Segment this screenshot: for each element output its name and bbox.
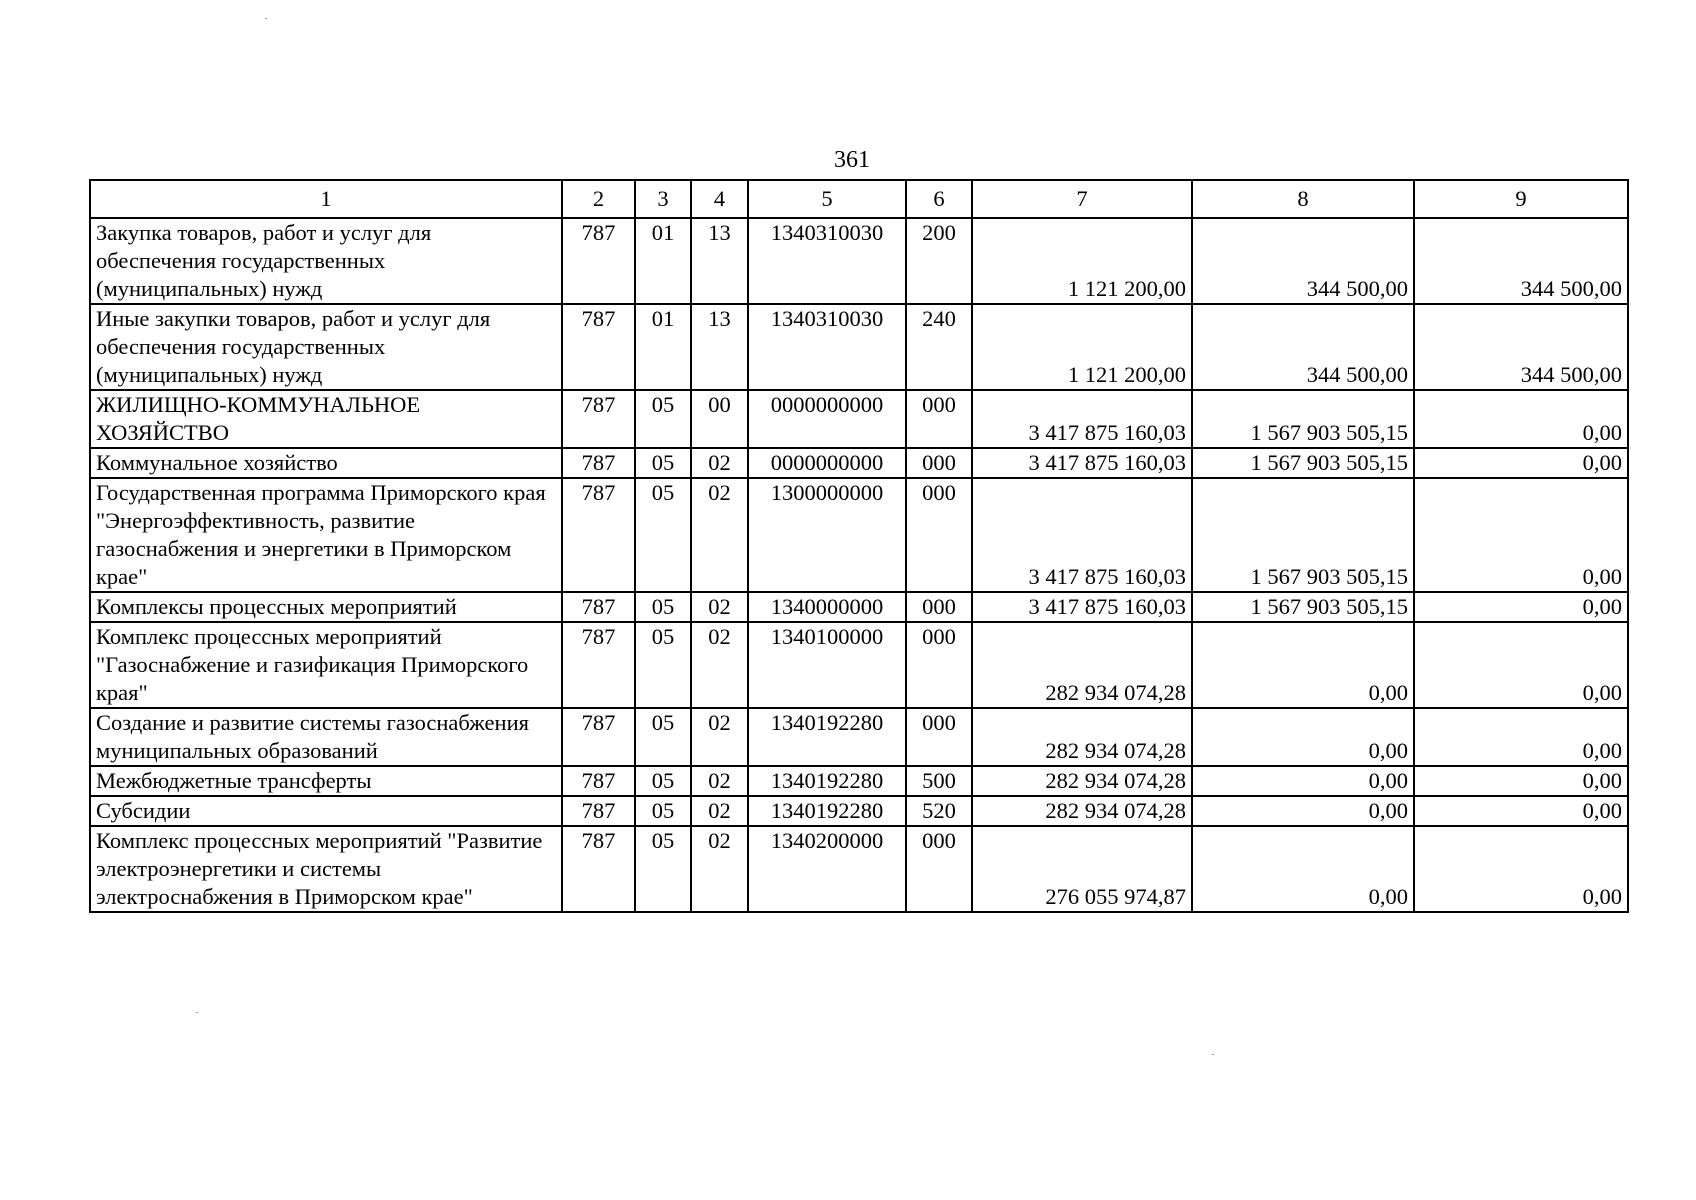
- amount-col-7: 276 055 974,87: [972, 826, 1192, 912]
- section-code: 05: [635, 592, 691, 622]
- expense-type-code: 500: [906, 766, 972, 796]
- amount-col-7: 282 934 074,28: [972, 708, 1192, 766]
- section-code: 05: [635, 622, 691, 708]
- target-item-code: 1340310030: [748, 218, 906, 304]
- table-row: [90, 592, 1628, 622]
- table-row: [90, 304, 1628, 390]
- subsection-code: 00: [691, 390, 748, 448]
- item-name: Комплекс процессных мероприятий "Развитие электроэнергетики и системы электроснабжения в Приморском крае": [90, 826, 562, 912]
- amount-col-9: 344 500,00: [1414, 304, 1628, 390]
- expense-type-code: 000: [906, 592, 972, 622]
- amount-col-8: 1 567 903 505,15: [1192, 448, 1414, 478]
- amount-col-8: 1 567 903 505,15: [1192, 478, 1414, 592]
- ministry-code: 787: [562, 448, 635, 478]
- target-item-code: 0000000000: [748, 390, 906, 448]
- column-header: 2: [562, 180, 635, 218]
- amount-col-7: 282 934 074,28: [972, 796, 1192, 826]
- amount-col-7: 1 121 200,00: [972, 304, 1192, 390]
- scan-speck: [196, 1012, 198, 1013]
- subsection-code: 02: [691, 708, 748, 766]
- item-name: Иные закупки товаров, работ и услуг для обеспечения государственных (муниципальных) нужд: [90, 304, 562, 390]
- amount-col-8: 0,00: [1192, 766, 1414, 796]
- expense-type-code: 000: [906, 478, 972, 592]
- target-item-code: 1340192280: [748, 766, 906, 796]
- amount-col-7: 282 934 074,28: [972, 622, 1192, 708]
- amount-col-7: 3 417 875 160,03: [972, 448, 1192, 478]
- amount-col-7: 3 417 875 160,03: [972, 478, 1192, 592]
- section-code: 05: [635, 796, 691, 826]
- amount-col-9: 0,00: [1414, 766, 1628, 796]
- subsection-code: 02: [691, 592, 748, 622]
- subsection-code: 02: [691, 622, 748, 708]
- amount-col-8: 0,00: [1192, 826, 1414, 912]
- table-row: [90, 478, 1628, 592]
- item-name: Комплексы процессных мероприятий: [90, 592, 562, 622]
- ministry-code: 787: [562, 826, 635, 912]
- ministry-code: 787: [562, 304, 635, 390]
- subsection-code: 02: [691, 826, 748, 912]
- amount-col-8: 344 500,00: [1192, 218, 1414, 304]
- amount-col-8: 1 567 903 505,15: [1192, 592, 1414, 622]
- amount-col-9: 0,00: [1414, 390, 1628, 448]
- header-row: [90, 180, 1628, 218]
- subsection-code: 02: [691, 478, 748, 592]
- amount-col-9: 0,00: [1414, 592, 1628, 622]
- target-item-code: 1300000000: [748, 478, 906, 592]
- amount-col-9: 0,00: [1414, 708, 1628, 766]
- table-row: [90, 622, 1628, 708]
- section-code: 05: [635, 478, 691, 592]
- target-item-code: 0000000000: [748, 448, 906, 478]
- subsection-code: 02: [691, 796, 748, 826]
- subsection-code: 02: [691, 448, 748, 478]
- expense-type-code: 000: [906, 708, 972, 766]
- item-name: ЖИЛИЩНО-КОММУНАЛЬНОЕ ХОЗЯЙСТВО: [90, 390, 562, 448]
- item-name: Закупка товаров, работ и услуг для обеспечения государственных (муниципальных) нужд: [90, 218, 562, 304]
- target-item-code: 1340310030: [748, 304, 906, 390]
- section-code: 01: [635, 304, 691, 390]
- item-name: Комплекс процессных мероприятий "Газоснабжение и газификация Приморского края": [90, 622, 562, 708]
- target-item-code: 1340192280: [748, 708, 906, 766]
- amount-col-8: 0,00: [1192, 796, 1414, 826]
- amount-col-7: 1 121 200,00: [972, 218, 1192, 304]
- column-header: 1: [90, 180, 562, 218]
- amount-col-7: 3 417 875 160,03: [972, 390, 1192, 448]
- expense-type-code: 000: [906, 826, 972, 912]
- subsection-code: 13: [691, 304, 748, 390]
- expense-type-code: 000: [906, 390, 972, 448]
- ministry-code: 787: [562, 708, 635, 766]
- column-header: 4: [691, 180, 748, 218]
- page-number: 361: [834, 147, 870, 173]
- amount-col-9: 344 500,00: [1414, 218, 1628, 304]
- section-code: 05: [635, 826, 691, 912]
- ministry-code: 787: [562, 592, 635, 622]
- column-header: 3: [635, 180, 691, 218]
- target-item-code: 1340192280: [748, 796, 906, 826]
- table-row: [90, 766, 1628, 796]
- table-row: [90, 708, 1628, 766]
- section-code: 05: [635, 708, 691, 766]
- ministry-code: 787: [562, 478, 635, 592]
- ministry-code: 787: [562, 622, 635, 708]
- item-name: Создание и развитие системы газоснабжения муниципальных образований: [90, 708, 562, 766]
- amount-col-8: 0,00: [1192, 622, 1414, 708]
- amount-col-9: 0,00: [1414, 448, 1628, 478]
- section-code: 01: [635, 218, 691, 304]
- table-row: [90, 448, 1628, 478]
- table-row: [90, 796, 1628, 826]
- item-name: Межбюджетные трансферты: [90, 766, 562, 796]
- item-name: Коммунальное хозяйство: [90, 448, 562, 478]
- subsection-code: 13: [691, 218, 748, 304]
- amount-col-9: 0,00: [1414, 796, 1628, 826]
- column-header: 5: [748, 180, 906, 218]
- ministry-code: 787: [562, 218, 635, 304]
- scan-speck: [265, 18, 267, 19]
- ministry-code: 787: [562, 390, 635, 448]
- budget-table: [89, 179, 1629, 913]
- scan-speck: [1212, 1054, 1214, 1055]
- expense-type-code: 520: [906, 796, 972, 826]
- section-code: 05: [635, 448, 691, 478]
- expense-type-code: 000: [906, 622, 972, 708]
- column-header: 7: [972, 180, 1192, 218]
- ministry-code: 787: [562, 766, 635, 796]
- amount-col-9: 0,00: [1414, 478, 1628, 592]
- amount-col-7: 282 934 074,28: [972, 766, 1192, 796]
- ministry-code: 787: [562, 796, 635, 826]
- table-row: [90, 826, 1628, 912]
- expense-type-code: 240: [906, 304, 972, 390]
- target-item-code: 1340100000: [748, 622, 906, 708]
- amount-col-8: 1 567 903 505,15: [1192, 390, 1414, 448]
- amount-col-9: 0,00: [1414, 826, 1628, 912]
- subsection-code: 02: [691, 766, 748, 796]
- column-header: 6: [906, 180, 972, 218]
- item-name: Субсидии: [90, 796, 562, 826]
- table-row: [90, 218, 1628, 304]
- amount-col-8: 0,00: [1192, 708, 1414, 766]
- amount-col-8: 344 500,00: [1192, 304, 1414, 390]
- target-item-code: 1340200000: [748, 826, 906, 912]
- expense-type-code: 200: [906, 218, 972, 304]
- target-item-code: 1340000000: [748, 592, 906, 622]
- amount-col-9: 0,00: [1414, 622, 1628, 708]
- section-code: 05: [635, 766, 691, 796]
- table-row: [90, 390, 1628, 448]
- item-name: Государственная программа Приморского края "Энергоэффективность, развитие газоснабжения и энергетики в Приморском крае": [90, 478, 562, 592]
- column-header: 9: [1414, 180, 1628, 218]
- column-header: 8: [1192, 180, 1414, 218]
- expense-type-code: 000: [906, 448, 972, 478]
- section-code: 05: [635, 390, 691, 448]
- amount-col-7: 3 417 875 160,03: [972, 592, 1192, 622]
